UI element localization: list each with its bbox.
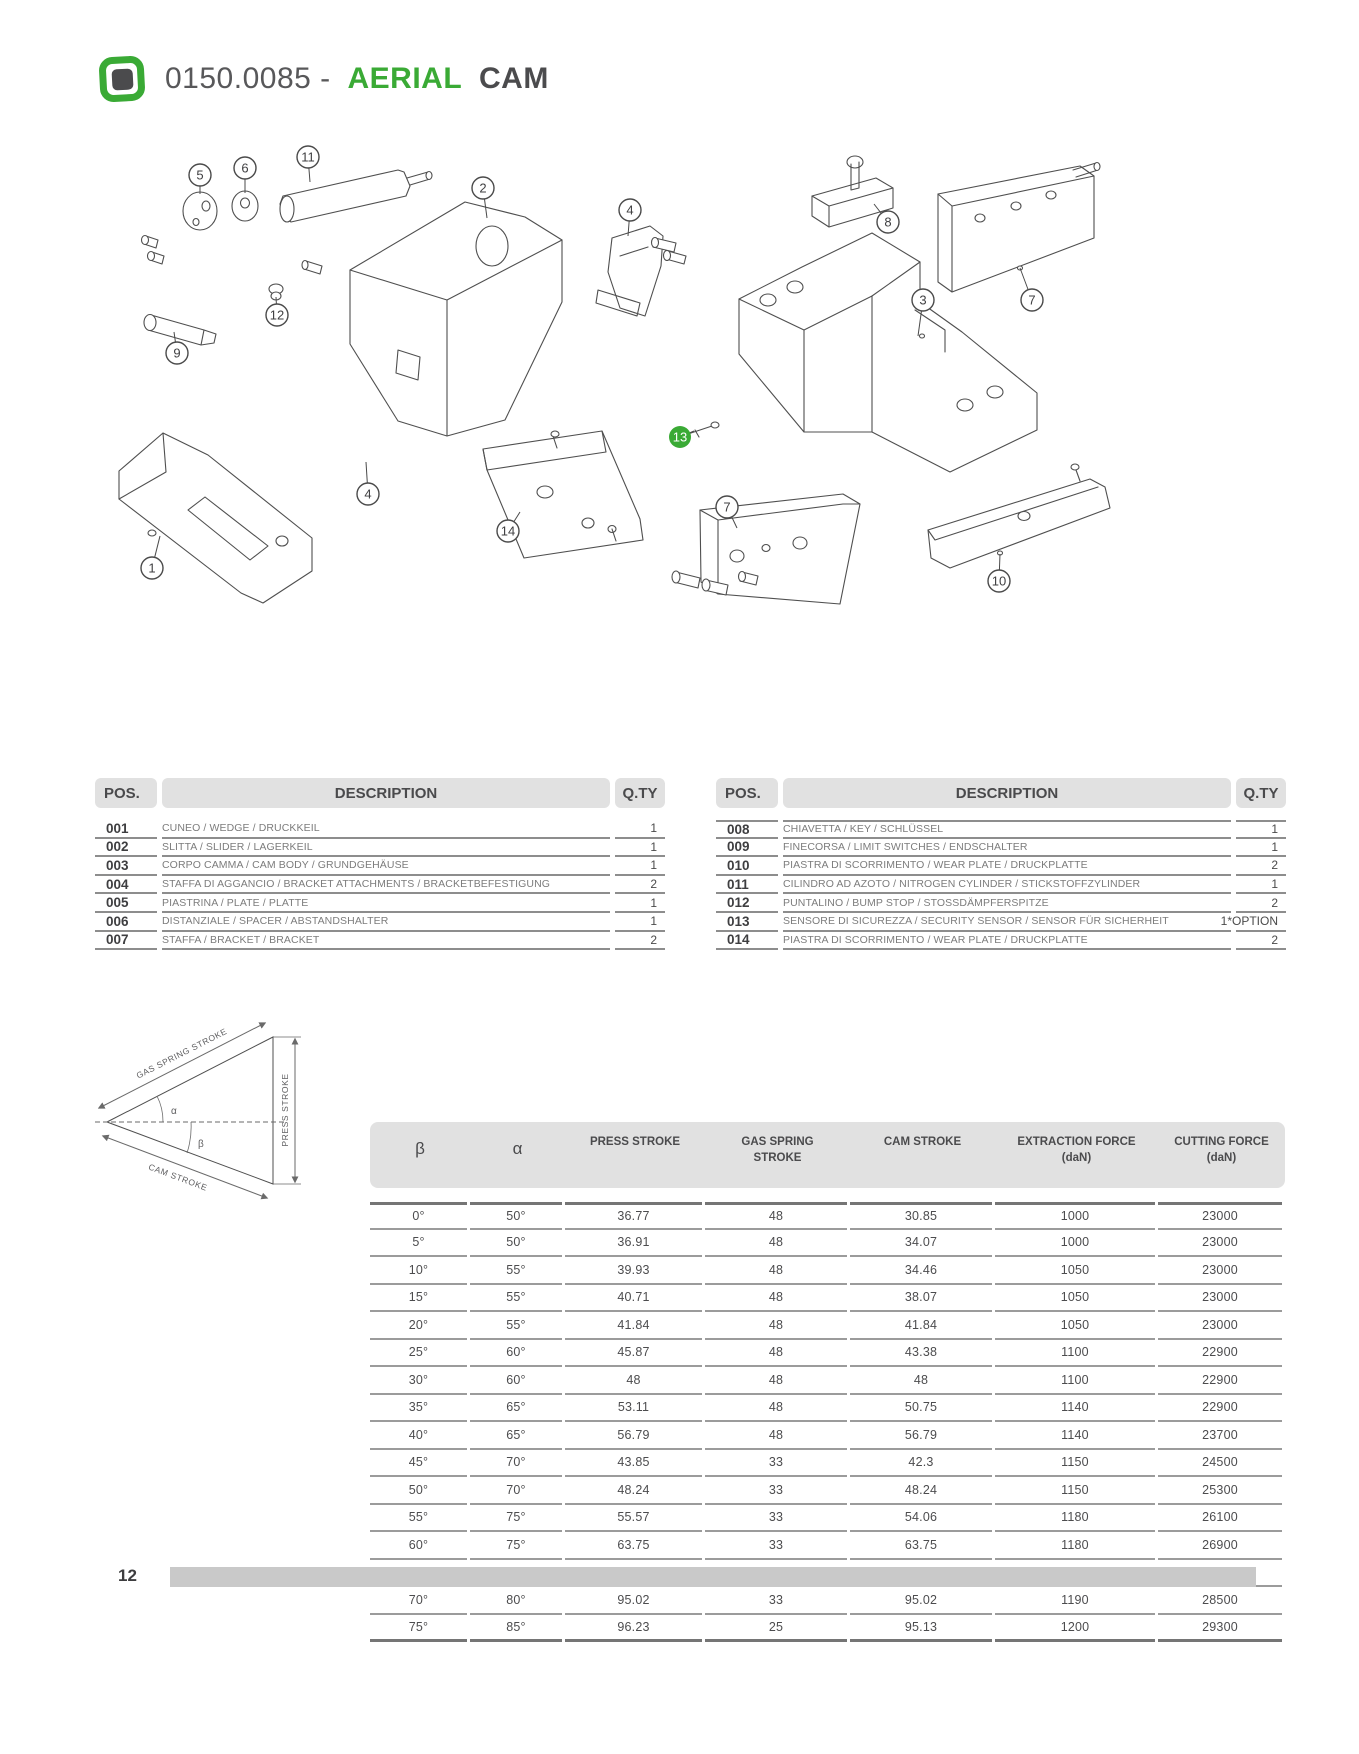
stroke-cell: 45.87 [565, 1340, 702, 1368]
qty-value: 1 [615, 820, 665, 839]
stroke-cell: 70° [470, 1477, 562, 1505]
stroke-cell: 1200 [995, 1615, 1155, 1643]
stroke-cell: 36.77 [565, 1202, 702, 1230]
stroke-cell: 1050 [995, 1257, 1155, 1285]
parts-rows [716, 820, 1286, 950]
stroke-cell: 54.06 [850, 1505, 992, 1533]
pos-header: POS. [95, 778, 157, 808]
stroke-cell: 75° [370, 1615, 467, 1643]
stroke-cell: 29300 [1158, 1615, 1282, 1643]
stroke-cell: 42.3 [850, 1450, 992, 1478]
description-value: PUNTALINO / BUMP STOP / STOSSDÄMPFERSPITZE [783, 894, 1231, 913]
cam-stroke-label: CAM STROKE [147, 1161, 209, 1193]
stroke-table-row [370, 1312, 1285, 1340]
description-value: CHIAVETTA / KEY / SCHLÜSSEL [783, 820, 1231, 839]
pos-value: 006 [95, 913, 157, 932]
stroke-cell: 55.57 [565, 1505, 702, 1533]
stroke-cell: 1190 [995, 1587, 1155, 1615]
parts-row-009 [716, 839, 1286, 858]
stroke-cell: 23700 [1158, 1422, 1282, 1450]
stroke-cell: 1100 [995, 1367, 1155, 1395]
stroke-cell: 1000 [995, 1230, 1155, 1258]
parts-row-013 [716, 913, 1286, 932]
stroke-cell: 48 [705, 1422, 847, 1450]
svg-text:14: 14 [500, 523, 516, 539]
stroke-table-row [370, 1477, 1285, 1505]
exploded-view-diagram [0, 0, 1359, 700]
stroke-cell: 60° [370, 1532, 467, 1560]
stroke-geometry-diagram [95, 1022, 335, 1217]
stroke-cell: 26900 [1158, 1532, 1282, 1560]
svg-text:1: 1 [148, 560, 156, 576]
stroke-cell: 56.79 [850, 1422, 992, 1450]
qty-value: 2 [615, 932, 665, 951]
stroke-cell: 30° [370, 1367, 467, 1395]
stroke-cell: 55° [370, 1505, 467, 1533]
qty-value: 1 [1236, 876, 1286, 895]
qty-value: 1*OPTION [1236, 913, 1286, 932]
stroke-cell: 95.02 [850, 1587, 992, 1615]
stroke-cell: 41.84 [850, 1312, 992, 1340]
stroke-cell: 1140 [995, 1395, 1155, 1423]
stroke-cell: 23000 [1158, 1257, 1282, 1285]
stroke-cell: 55° [470, 1257, 562, 1285]
stroke-cell: 48 [705, 1395, 847, 1423]
stroke-table-row [370, 1587, 1285, 1615]
description-value: CILINDRO AD AZOTO / NITROGEN CYLINDER / STICKSTOFFZYLINDER [783, 876, 1231, 895]
pos-value: 011 [716, 876, 778, 895]
exploded-parts [119, 156, 1110, 604]
svg-text:4: 4 [364, 486, 372, 502]
stroke-cell: 30.85 [850, 1202, 992, 1230]
alpha-label: α [171, 1106, 178, 1117]
parts-row-005 [95, 894, 665, 913]
stroke-column-header-2: α [512, 1139, 523, 1158]
stroke-table-row [370, 1450, 1285, 1478]
description-value: STAFFA / BRACKET / BRACKET [162, 932, 610, 951]
stroke-cell: 1150 [995, 1477, 1155, 1505]
parts-row-012 [716, 894, 1286, 913]
svg-text:5: 5 [196, 167, 204, 183]
stroke-cell: 25 [705, 1615, 847, 1643]
stroke-cell: 35° [370, 1395, 467, 1423]
stroke-cell: 40° [370, 1422, 467, 1450]
qty-value: 1 [615, 857, 665, 876]
description-value: PIASTRA DI SCORRIMENTO / WEAR PLATE / DRUCKPLATTE [783, 932, 1231, 951]
svg-text:9: 9 [173, 345, 181, 361]
stroke-cell: 55° [470, 1312, 562, 1340]
stroke-cell: 33 [705, 1532, 847, 1560]
stroke-cell: 55° [470, 1285, 562, 1313]
stroke-table-row [370, 1505, 1285, 1533]
description-header: DESCRIPTION [162, 778, 610, 808]
stroke-cell: 43.85 [565, 1450, 702, 1478]
stroke-cell: 1000 [995, 1202, 1155, 1230]
stroke-table-row [370, 1257, 1285, 1285]
parts-row-011 [716, 876, 1286, 895]
stroke-cell: 1150 [995, 1450, 1155, 1478]
stroke-cell: 38.07 [850, 1285, 992, 1313]
description-value: CUNEO / WEDGE / DRUCKKEIL [162, 820, 610, 839]
parts-table-header [716, 778, 1286, 808]
svg-text:13: 13 [672, 429, 688, 445]
stroke-cell: 50° [370, 1477, 467, 1505]
stroke-column-header-3: PRESS STROKE [589, 1136, 681, 1148]
description-value: SLITTA / SLIDER / LAGERKEIL [162, 839, 610, 858]
press-stroke-label: PRESS STROKE [280, 1073, 290, 1147]
stroke-cell: 48 [705, 1230, 847, 1258]
stroke-cell: 63.75 [565, 1532, 702, 1560]
stroke-cell: 48 [565, 1367, 702, 1395]
pos-value: 001 [95, 820, 157, 839]
svg-text:12: 12 [269, 307, 285, 323]
parts-table-left [95, 778, 665, 950]
description-value: SENSORE DI SICUREZZA / SECURITY SENSOR / SENSOR FÜR SICHERHEIT [783, 913, 1231, 932]
stroke-cell: 96.23 [565, 1615, 702, 1643]
stroke-cell: 1180 [995, 1505, 1155, 1533]
description-value: PIASTRINA / PLATE / PLATTE [162, 894, 610, 913]
stroke-cell: 1050 [995, 1312, 1155, 1340]
pos-value: 014 [716, 932, 778, 951]
product-code: 0150.0085 - [165, 62, 331, 95]
parts-row-008 [716, 820, 1286, 839]
stroke-cell: 22900 [1158, 1340, 1282, 1368]
stroke-cell: 5° [370, 1230, 467, 1258]
stroke-cell: 60° [470, 1367, 562, 1395]
page-number: 12 [118, 1566, 137, 1585]
stroke-cell: 41.84 [565, 1312, 702, 1340]
stroke-cell: 70° [470, 1450, 562, 1478]
stroke-cell: 48 [705, 1312, 847, 1340]
stroke-cell: 48 [705, 1202, 847, 1230]
stroke-cell: 40.71 [565, 1285, 702, 1313]
gas-spring-stroke-label: GAS SPRING STROKE [134, 1026, 229, 1081]
stroke-cell: 50.75 [850, 1395, 992, 1423]
stroke-table-row [370, 1340, 1285, 1368]
pos-value: 013 [716, 913, 778, 932]
stroke-cell: 48 [705, 1340, 847, 1368]
svg-text:11: 11 [301, 149, 315, 165]
stroke-cell: 25300 [1158, 1477, 1282, 1505]
stroke-cell: 10° [370, 1257, 467, 1285]
stroke-table-header [370, 1122, 1285, 1188]
stroke-cell: 15° [370, 1285, 467, 1313]
stroke-cell: 80° [470, 1587, 562, 1615]
stroke-cell: 56.79 [565, 1422, 702, 1450]
stroke-cell: 70° [370, 1587, 467, 1615]
stroke-cell: 20° [370, 1312, 467, 1340]
stroke-data-table [370, 1122, 1285, 1642]
stroke-cell: 50° [470, 1202, 562, 1230]
stroke-cell: 33 [705, 1450, 847, 1478]
description-value: PIASTRA DI SCORRIMENTO / WEAR PLATE / DRUCKPLATTE [783, 857, 1231, 876]
svg-text:3: 3 [919, 292, 927, 308]
stroke-cell: 1050 [995, 1285, 1155, 1313]
svg-text:6: 6 [241, 160, 249, 176]
stroke-cell: 39.93 [565, 1257, 702, 1285]
parts-row-006 [95, 913, 665, 932]
stroke-cell: 24500 [1158, 1450, 1282, 1478]
stroke-column-header-1: β [415, 1139, 425, 1158]
stroke-cell: 95.02 [565, 1587, 702, 1615]
stroke-cell: 1180 [995, 1532, 1155, 1560]
pos-value: 008 [716, 820, 778, 839]
qty-value: 1 [615, 839, 665, 858]
parts-row-004 [95, 876, 665, 895]
stroke-cell: 85° [470, 1615, 562, 1643]
pos-value: 003 [95, 857, 157, 876]
stroke-cell: 95.13 [850, 1615, 992, 1643]
description-value: DISTANZIALE / SPACER / ABSTANDSHALTER [162, 913, 610, 932]
description-header: DESCRIPTION [783, 778, 1231, 808]
stroke-cell: 25° [370, 1340, 467, 1368]
stroke-cell: 34.07 [850, 1230, 992, 1258]
svg-text:7: 7 [723, 499, 731, 515]
stroke-table-row [370, 1230, 1285, 1258]
stroke-cell: 34.46 [850, 1257, 992, 1285]
qty-value: 2 [615, 876, 665, 895]
stroke-cell: 75° [470, 1532, 562, 1560]
stroke-cell: 36.91 [565, 1230, 702, 1258]
stroke-table-row [370, 1285, 1285, 1313]
qty-value: 1 [1236, 839, 1286, 858]
stroke-cell: 23000 [1158, 1285, 1282, 1313]
stroke-cell: 1100 [995, 1340, 1155, 1368]
svg-text:10: 10 [991, 573, 1007, 589]
stroke-table-row [370, 1202, 1285, 1230]
stroke-cell: 48 [705, 1257, 847, 1285]
parts-row-014 [716, 932, 1286, 951]
stroke-table-row [370, 1367, 1285, 1395]
stroke-cell: 75° [470, 1505, 562, 1533]
stroke-cell: 63.75 [850, 1532, 992, 1560]
stroke-cell: 53.11 [565, 1395, 702, 1423]
pos-value: 012 [716, 894, 778, 913]
stroke-cell: 60° [470, 1340, 562, 1368]
stroke-table-row [370, 1422, 1285, 1450]
stroke-cell: 1140 [995, 1422, 1155, 1450]
stroke-cell: 33 [705, 1477, 847, 1505]
stroke-cell: 48 [705, 1285, 847, 1313]
svg-text:4: 4 [626, 202, 634, 218]
pos-value: 009 [716, 839, 778, 858]
parts-row-002 [95, 839, 665, 858]
stroke-cell: 48.24 [850, 1477, 992, 1505]
qty-value: 2 [1236, 857, 1286, 876]
beta-label: β [198, 1139, 205, 1150]
stroke-table-row [370, 1395, 1285, 1423]
stroke-cell: 33 [705, 1505, 847, 1533]
parts-row-003 [95, 857, 665, 876]
stroke-cell: 43.38 [850, 1340, 992, 1368]
parts-row-007 [95, 932, 665, 951]
qty-value: 1 [1236, 820, 1286, 839]
description-value: STAFFA DI AGGANCIO / BRACKET ATTACHMENTS / BRACKETBEFESTIGUNG [162, 876, 610, 895]
pos-value: 005 [95, 894, 157, 913]
stroke-cell: 22900 [1158, 1395, 1282, 1423]
stroke-cell: 48.24 [565, 1477, 702, 1505]
footer-bar [170, 1567, 1256, 1587]
stroke-table-row [370, 1615, 1285, 1643]
parts-table-header [95, 778, 665, 808]
stroke-cell: 33 [705, 1587, 847, 1615]
title-aerial: AERIAL [347, 62, 463, 95]
stroke-cell: 65° [470, 1422, 562, 1450]
description-value: CORPO CAMMA / CAM BODY / GRUNDGEHÄUSE [162, 857, 610, 876]
title-cam: CAM [479, 62, 549, 95]
svg-text:7: 7 [1028, 292, 1036, 308]
pos-value: 002 [95, 839, 157, 858]
qty-value: 2 [1236, 894, 1286, 913]
pos-header: POS. [716, 778, 778, 808]
stroke-column-header-4: GAS SPRING STROKE [741, 1136, 814, 1164]
stroke-cell: 0° [370, 1202, 467, 1230]
stroke-column-header-5: CAM STROKE [883, 1136, 962, 1148]
stroke-cell: 28500 [1158, 1587, 1282, 1615]
parts-table-right [716, 778, 1286, 950]
qty-value: 1 [615, 913, 665, 932]
stroke-column-header-6: EXTRACTION FORCE (daN) [1017, 1136, 1136, 1164]
stroke-cell: 65° [470, 1395, 562, 1423]
stroke-cell: 48 [705, 1367, 847, 1395]
parts-rows [95, 820, 665, 950]
stroke-cell: 45° [370, 1450, 467, 1478]
stroke-cell: 26100 [1158, 1505, 1282, 1533]
qty-header: Q.TY [1236, 778, 1286, 808]
stroke-column-header-7: CUTTING FORCE (daN) [1174, 1136, 1269, 1164]
parts-row-010 [716, 857, 1286, 876]
stroke-cell: 50° [470, 1230, 562, 1258]
pos-value: 004 [95, 876, 157, 895]
svg-text:8: 8 [884, 214, 892, 230]
stroke-cell: 23000 [1158, 1202, 1282, 1230]
stroke-cell: 48 [850, 1367, 992, 1395]
stroke-cell: 23000 [1158, 1312, 1282, 1340]
qty-header: Q.TY [615, 778, 665, 808]
stroke-table-row [370, 1532, 1285, 1560]
description-value: FINECORSA / LIMIT SWITCHES / ENDSCHALTER [783, 839, 1231, 858]
qty-value: 2 [1236, 932, 1286, 951]
stroke-cell: 23000 [1158, 1230, 1282, 1258]
pos-value: 007 [95, 932, 157, 951]
stroke-cell: 22900 [1158, 1367, 1282, 1395]
parts-row-001 [95, 820, 665, 839]
qty-value: 1 [615, 894, 665, 913]
pos-value: 010 [716, 857, 778, 876]
svg-text:2: 2 [479, 180, 487, 196]
